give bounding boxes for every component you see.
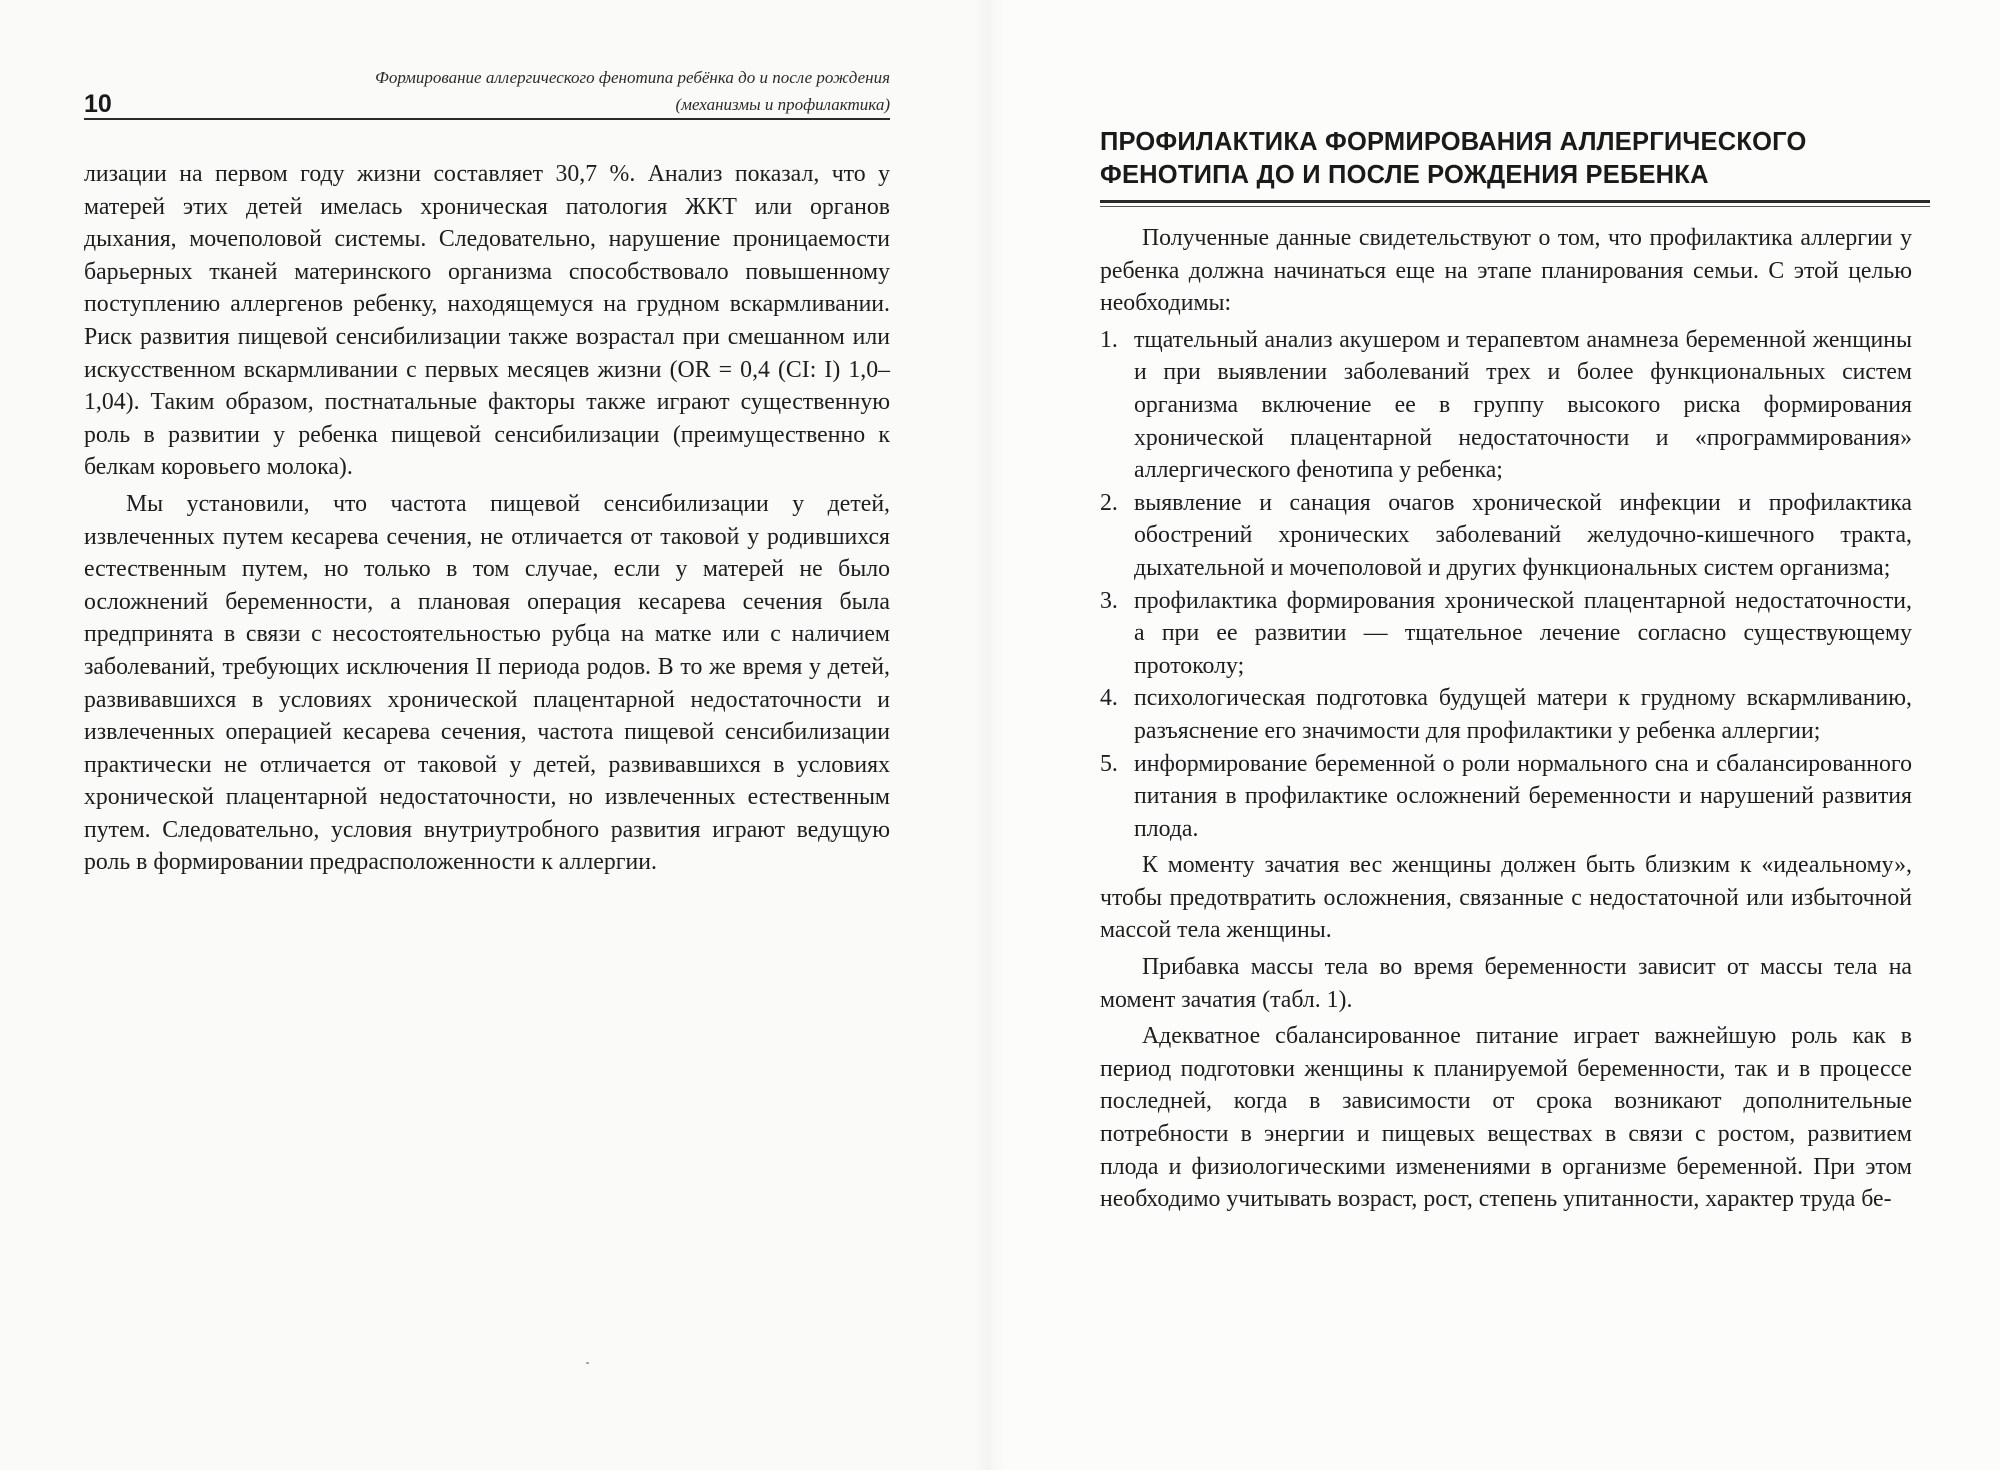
list-item-number: 3. (1100, 587, 1118, 614)
list-item-number: 5. (1100, 750, 1118, 777)
recommendations-list (1100, 324, 1912, 846)
running-header (84, 62, 890, 120)
body-paragraph: К моменту зачатия вес женщины должен быть близким к «идеальному», чтобы предотвратить осложнения, связанные с недостаточной или избыточной массой тела женщины. (1100, 852, 1912, 944)
list-item (1100, 487, 1912, 585)
scan-speck (586, 1362, 589, 1364)
list-item-text: психологическая подготовка будущей матери к грудному вскармливанию, разъяснение его значимости для профилактики у ребенка аллергии; (1134, 685, 1912, 744)
list-item-text: выявление и санация очагов хронической инфекции и профилактика обострений хронических заболеваний желудочно-кишечного тракта, дыхательной и мочеполовой и других функциональных систем организма; (1134, 489, 1912, 581)
intro-paragraph: Полученные данные свидетельствуют о том, что профилактика аллергии у ребенка должна начинаться еще на этапе планирования семьи. С этой целью необходимы: (1100, 225, 1912, 317)
section-heading-line-2: ФЕНОТИПА ДО И ПОСЛЕ РОЖДЕНИЯ РЕБЕНКА (1100, 161, 1709, 189)
running-header-line-2: (механизмы и профилактика) (675, 95, 890, 114)
heading-rule-thin (1100, 206, 1930, 207)
list-item-number: 2. (1100, 489, 1118, 516)
body-paragraph: Прибавка массы тела во время беременности зависит от массы тела на момент зачатия (табл. 1). (1100, 954, 1912, 1013)
header-rule (84, 118, 890, 120)
list-item-text: профилактика формирования хронической плацентарной недостаточности, а при ее развитии — тщательное лечение согласно существующему протоколу; (1134, 587, 1912, 679)
running-header-title (170, 64, 890, 118)
list-item (1100, 748, 1912, 846)
list-item-number: 4. (1100, 685, 1118, 712)
body-paragraph: лизации на первом году жизни составляет 30,7 %. Анализ показал, что у матерей этих детей имелась хроническая патология ЖКТ или органов дыхания, мочеполовой системы. Следовательно, нарушение проницаемости барьерных тканей материнского организма способствовало повышенному поступлению аллергенов ребенку, находящемуся на грудном вскармливании. Риск развития пищевой сенсибилизации также возрастал при смешанном или искусственном вскармливании с первых месяцев жизни (OR = 0,4 (CI: I) 1,0–1,04). Таким образом, постнатальные факторы также играют существенную роль в развитии у ребенка пищевой сенсибилизации (преимущественно к белкам коровьего молока). (84, 161, 890, 481)
right-page-text (1100, 222, 1912, 1220)
list-item-text: тщательный анализ акушером и терапевтом анамнеза беременной женщины и при выявлении заболеваний трех и более функциональных систем организма включение ее в группу высокого риска формирования хронической плацентарной недостаточности и «программирования» аллергического фенотипа у ребенка; (1134, 326, 1912, 484)
running-header-line-1: Формирование аллергического фенотипа ребёнка до и после рождения (375, 68, 890, 87)
list-item-number: 1. (1100, 326, 1118, 353)
list-item-text: информирование беременной о роли нормального сна и сбалансированного питания в профилактике осложнений беременности и нарушений развития плода. (1134, 750, 1912, 842)
page-number: 10 (84, 90, 112, 118)
section-heading-line-1: ПРОФИЛАКТИКА ФОРМИРОВАНИЯ АЛЛЕРГИЧЕСКОГО (1100, 128, 1807, 156)
section-heading (1100, 126, 1940, 192)
list-item (1100, 324, 1912, 487)
left-page-text (84, 158, 890, 883)
list-item (1100, 682, 1912, 747)
body-paragraph: Мы установили, что частота пищевой сенсибилизации у детей, извлеченных путем кесарева сечения, не отличается от таковой у родившихся естественным путем, но только в том случае, если у матерей не было осложнений беременности, а плановая операция кесарева сечения была предпринята в связи с несостоятельностью рубца на матке или с наличием заболеваний, требующих исключения II периода родов. В то же время у детей, развивавшихся в условиях хронической плацентарной недостаточности и извлеченных операцией кесарева сечения, частота пищевой сенсибилизации практически не отличается от таковой у детей, развивавшихся в условиях хронической плацентарной недостаточности, но извлеченных естественным путем. Следовательно, условия внутриутробного развития играют ведущую роль в формировании предрасположенности к аллергии. (84, 490, 890, 876)
heading-rule (1100, 200, 1930, 203)
body-paragraph: Адекватное сбалансированное питание играет важнейшую роль как в период подготовки женщины к планируемой беременности, так и в процессе последней, когда в зависимости от срока возникают дополнительные потребности в энергии и пищевых веществах в связи с ростом, развитием плода и физиологическими изменениями в организме беременной. При этом необходимо учитывать возраст, рост, степень упитанности, характер труда бе- (1100, 1023, 1912, 1213)
list-item (1100, 585, 1912, 683)
book-gutter (975, 0, 1005, 1470)
